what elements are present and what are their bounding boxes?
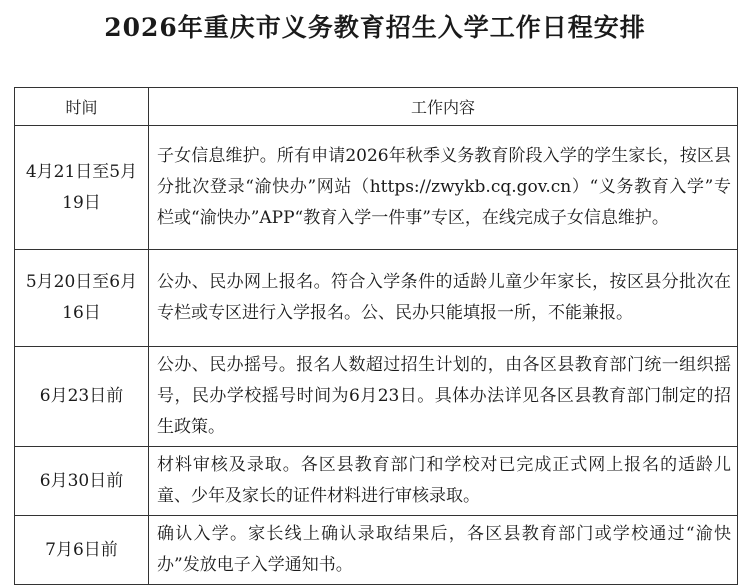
row-content: 材料审核及录取。各区县教育部门和学校对已完成正式网上报名的适龄儿童、少年及家长的证件材料进行审核录取。 [149, 447, 738, 516]
row-content: 公办、民办摇号。报名人数超过招生计划的，由各区县教育部门统一组织摇号，民办学校摇号时间为6月23日。具体办法详见各区县教育部门制定的招生政策。 [149, 347, 738, 447]
row-content: 子女信息维护。所有申请2026年秋季义务教育阶段入学的学生家长，按区县分批次登录“渝快办”网站（https://zwykb.cq.gov.cn）“义务教育入学”专栏或“渝快办”APP“教育入学一件事”专区，在线完成子女信息维护。 [149, 126, 738, 250]
row-content: 公办、民办网上报名。符合入学条件的适龄儿童少年家长，按区县分批次在专栏或专区进行入学报名。公、民办只能填报一所，不能兼报。 [149, 250, 738, 347]
header-time: 时间 [15, 88, 149, 126]
row-content: 确认入学。家长线上确认录取结果后，各区县教育部门或学校通过“渝快办”发放电子入学通知书。 [149, 516, 738, 585]
table-row [15, 250, 738, 347]
table-header-row [15, 88, 738, 126]
header-content: 工作内容 [149, 88, 738, 126]
table-row [15, 447, 738, 516]
row-time: 6月30日前 [15, 447, 149, 516]
table-row [15, 347, 738, 447]
table-row [15, 516, 738, 585]
table-row [15, 126, 738, 250]
row-time: 5月20日至6月16日 [15, 250, 149, 347]
page-title: 2026年重庆市义务教育招生入学工作日程安排 [104, 13, 646, 42]
row-time: 6月23日前 [15, 347, 149, 447]
row-time: 7月6日前 [15, 516, 149, 585]
row-time: 4月21日至5月19日 [15, 126, 149, 250]
schedule-table [14, 87, 738, 585]
